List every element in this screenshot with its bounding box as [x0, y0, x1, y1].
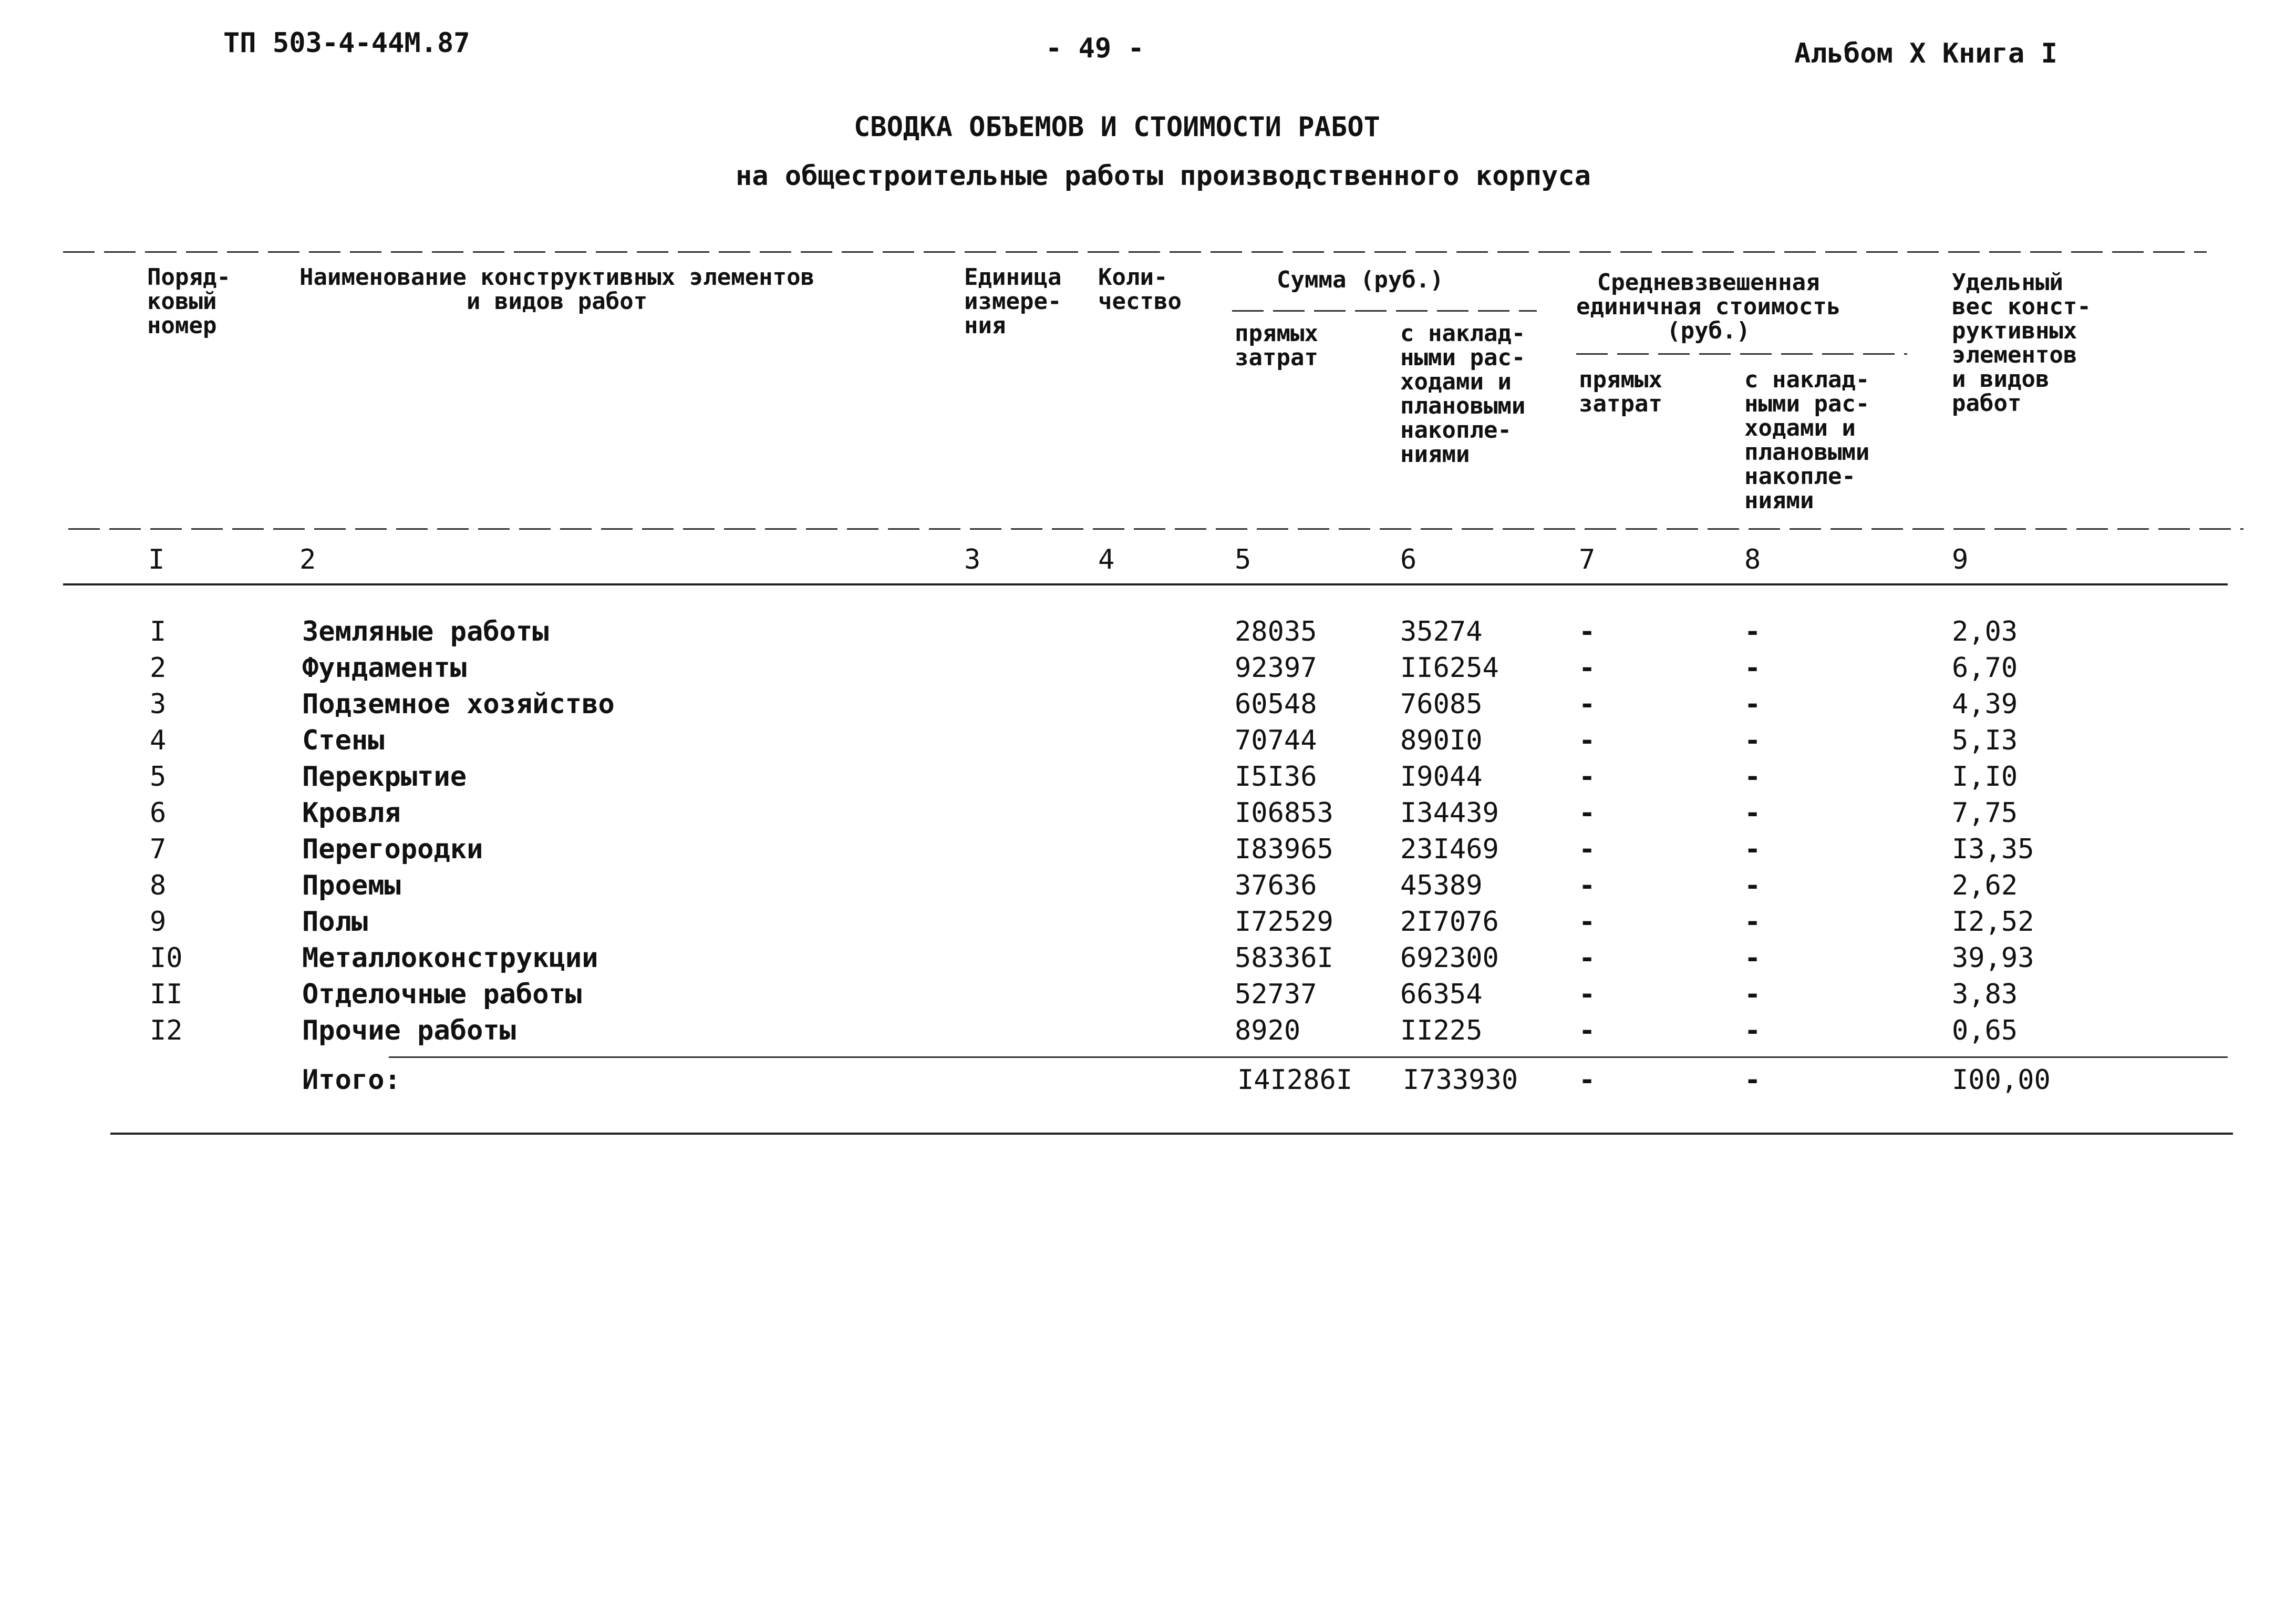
row-number: 3	[150, 688, 167, 720]
row-share: I2,52	[1952, 906, 2034, 938]
header-sum-group: Сумма (руб.)	[1277, 266, 1444, 293]
column-number-8: 8	[1744, 544, 1761, 575]
page-title: СВОДКА ОБЪЕМОВ И СТОИМОСТИ РАБОТ	[854, 111, 1380, 143]
row-overhead-cost: 45389	[1400, 870, 1483, 901]
row-avg-overhead: -	[1744, 761, 1761, 793]
row-direct-cost: 92397	[1235, 652, 1317, 684]
row-number: II	[150, 979, 183, 1010]
total-share: I00,00	[1952, 1064, 2051, 1096]
table-top-rule	[63, 251, 2207, 253]
row-direct-cost: 60548	[1235, 688, 1317, 720]
row-number: 6	[150, 797, 167, 829]
header-avg-direct: прямых затрат	[1579, 366, 1662, 417]
row-name: Стены	[302, 725, 385, 756]
total-top-rule	[389, 1056, 2228, 1058]
row-number: 4	[150, 725, 167, 756]
row-avg-overhead: -	[1744, 725, 1761, 756]
row-avg-overhead: -	[1744, 870, 1761, 901]
page-subtitle: на общестроительные работы производственного корпуса	[736, 160, 1591, 192]
column-number-9: 9	[1952, 544, 1969, 575]
row-share: 3,83	[1952, 979, 2018, 1010]
row-overhead-cost: 2I7076	[1400, 906, 1499, 938]
column-number-5: 5	[1235, 544, 1252, 575]
row-number: I0	[150, 942, 183, 974]
row-overhead-cost: II225	[1400, 1015, 1483, 1046]
row-direct-cost: 37636	[1235, 870, 1317, 901]
row-name: Подземное хозяйство	[302, 688, 615, 720]
column-number-2: 2	[299, 544, 316, 575]
row-avg-overhead: -	[1744, 797, 1761, 829]
row-number: 5	[150, 761, 167, 793]
row-number: I2	[150, 1015, 183, 1046]
row-share: 39,93	[1952, 942, 2034, 974]
column-number-3: 3	[964, 544, 981, 575]
document-code: ТП 503-4-44М.87	[223, 27, 470, 59]
row-number: 8	[150, 870, 167, 901]
row-avg-direct: -	[1579, 688, 1596, 720]
column-number-6: 6	[1400, 544, 1417, 575]
header-sum-rule	[1232, 310, 1537, 312]
row-overhead-cost: 76085	[1400, 688, 1483, 720]
total-overhead-cost: I733930	[1403, 1064, 1518, 1096]
row-direct-cost: I83965	[1235, 834, 1333, 865]
row-avg-overhead: -	[1744, 979, 1761, 1010]
row-overhead-cost: 35274	[1400, 616, 1483, 647]
total-avg-overhead: -	[1744, 1064, 1761, 1096]
row-share: 5,I3	[1952, 725, 2018, 756]
row-avg-direct: -	[1579, 797, 1596, 829]
row-avg-direct: -	[1579, 616, 1596, 647]
row-number: 9	[150, 906, 167, 938]
row-avg-direct: -	[1579, 1015, 1596, 1046]
row-direct-cost: I06853	[1235, 797, 1333, 829]
row-share: I,I0	[1952, 761, 2018, 793]
page-number: - 49 -	[1046, 33, 1144, 64]
row-share: 0,65	[1952, 1015, 2018, 1046]
row-direct-cost: 58336I	[1235, 942, 1333, 974]
header-sum-overhead: с наклад- ными рас- ходами и плановыми накопле- ниями	[1400, 320, 1526, 468]
row-avg-overhead: -	[1744, 906, 1761, 938]
row-number: I	[150, 616, 167, 647]
row-overhead-cost: 23I469	[1400, 834, 1499, 865]
row-avg-direct: -	[1579, 761, 1596, 793]
row-avg-overhead: -	[1744, 616, 1761, 647]
row-avg-direct: -	[1579, 834, 1596, 865]
total-label: Итого:	[302, 1064, 401, 1096]
row-share: 2,62	[1952, 870, 2018, 901]
row-direct-cost: 52737	[1235, 979, 1317, 1010]
row-name: Перегородки	[302, 834, 483, 865]
row-share: 7,75	[1952, 797, 2018, 829]
row-direct-cost: 8920	[1235, 1015, 1301, 1046]
row-direct-cost: 70744	[1235, 725, 1317, 756]
row-share: 6,70	[1952, 652, 2018, 684]
album-book-label: Альбом X Книга I	[1794, 38, 2057, 69]
header-quantity: Коли- чество	[1098, 264, 1182, 315]
row-name: Кровля	[302, 797, 401, 829]
row-overhead-cost: I34439	[1400, 797, 1499, 829]
row-name: Отделочные работы	[302, 979, 582, 1010]
row-avg-overhead: -	[1744, 1015, 1761, 1046]
row-share: I3,35	[1952, 834, 2034, 865]
row-overhead-cost: 890I0	[1400, 725, 1483, 756]
row-avg-overhead: -	[1744, 834, 1761, 865]
row-avg-overhead: -	[1744, 652, 1761, 684]
row-name: Прочие работы	[302, 1015, 516, 1046]
row-name: Фундаменты	[302, 652, 467, 684]
header-name: Наименование конструктивных элементов и видов работ	[299, 264, 815, 315]
header-avg-group: Средневзвешенная единичная стоимость (руб.)	[1576, 269, 1841, 344]
row-avg-direct: -	[1579, 979, 1596, 1010]
row-avg-direct: -	[1579, 942, 1596, 974]
row-avg-overhead: -	[1744, 942, 1761, 974]
row-number: 2	[150, 652, 167, 684]
row-avg-direct: -	[1579, 906, 1596, 938]
row-number: 7	[150, 834, 167, 865]
header-unit: Единица измере- ния	[964, 264, 1062, 339]
row-name: Проемы	[302, 870, 401, 901]
total-avg-direct: -	[1579, 1064, 1596, 1096]
row-overhead-cost: I9044	[1400, 761, 1483, 793]
row-name: Земляные работы	[302, 616, 549, 647]
row-avg-direct: -	[1579, 652, 1596, 684]
header-share: Удельный вес конст- руктивных элементов и видов работ	[1952, 269, 2091, 417]
column-number-bottom-rule	[63, 583, 2228, 585]
column-number-top-rule	[68, 528, 2243, 530]
row-name: Металлоконструкции	[302, 942, 598, 974]
row-share: 2,03	[1952, 616, 2018, 647]
row-overhead-cost: 66354	[1400, 979, 1483, 1010]
column-number-7: 7	[1579, 544, 1596, 575]
column-number-1: I	[148, 544, 165, 575]
total-direct-cost: I4I286I	[1237, 1064, 1353, 1096]
header-avg-rule	[1576, 353, 1907, 355]
row-direct-cost: I72529	[1235, 906, 1333, 938]
row-avg-overhead: -	[1744, 688, 1761, 720]
table-bottom-rule	[110, 1133, 2233, 1135]
header-sum-direct: прямых затрат	[1235, 320, 1318, 371]
row-avg-direct: -	[1579, 870, 1596, 901]
row-share: 4,39	[1952, 688, 2018, 720]
row-avg-direct: -	[1579, 725, 1596, 756]
row-overhead-cost: II6254	[1400, 652, 1499, 684]
header-order-number: Поряд- ковый номер	[147, 264, 231, 339]
row-name: Полы	[302, 906, 368, 938]
row-name: Перекрытие	[302, 761, 467, 793]
header-avg-overhead: с наклад- ными рас- ходами и плановыми накопле- ниями	[1744, 366, 1870, 514]
column-number-4: 4	[1098, 544, 1115, 575]
row-overhead-cost: 692300	[1400, 942, 1499, 974]
row-direct-cost: I5I36	[1235, 761, 1317, 793]
row-direct-cost: 28035	[1235, 616, 1317, 647]
